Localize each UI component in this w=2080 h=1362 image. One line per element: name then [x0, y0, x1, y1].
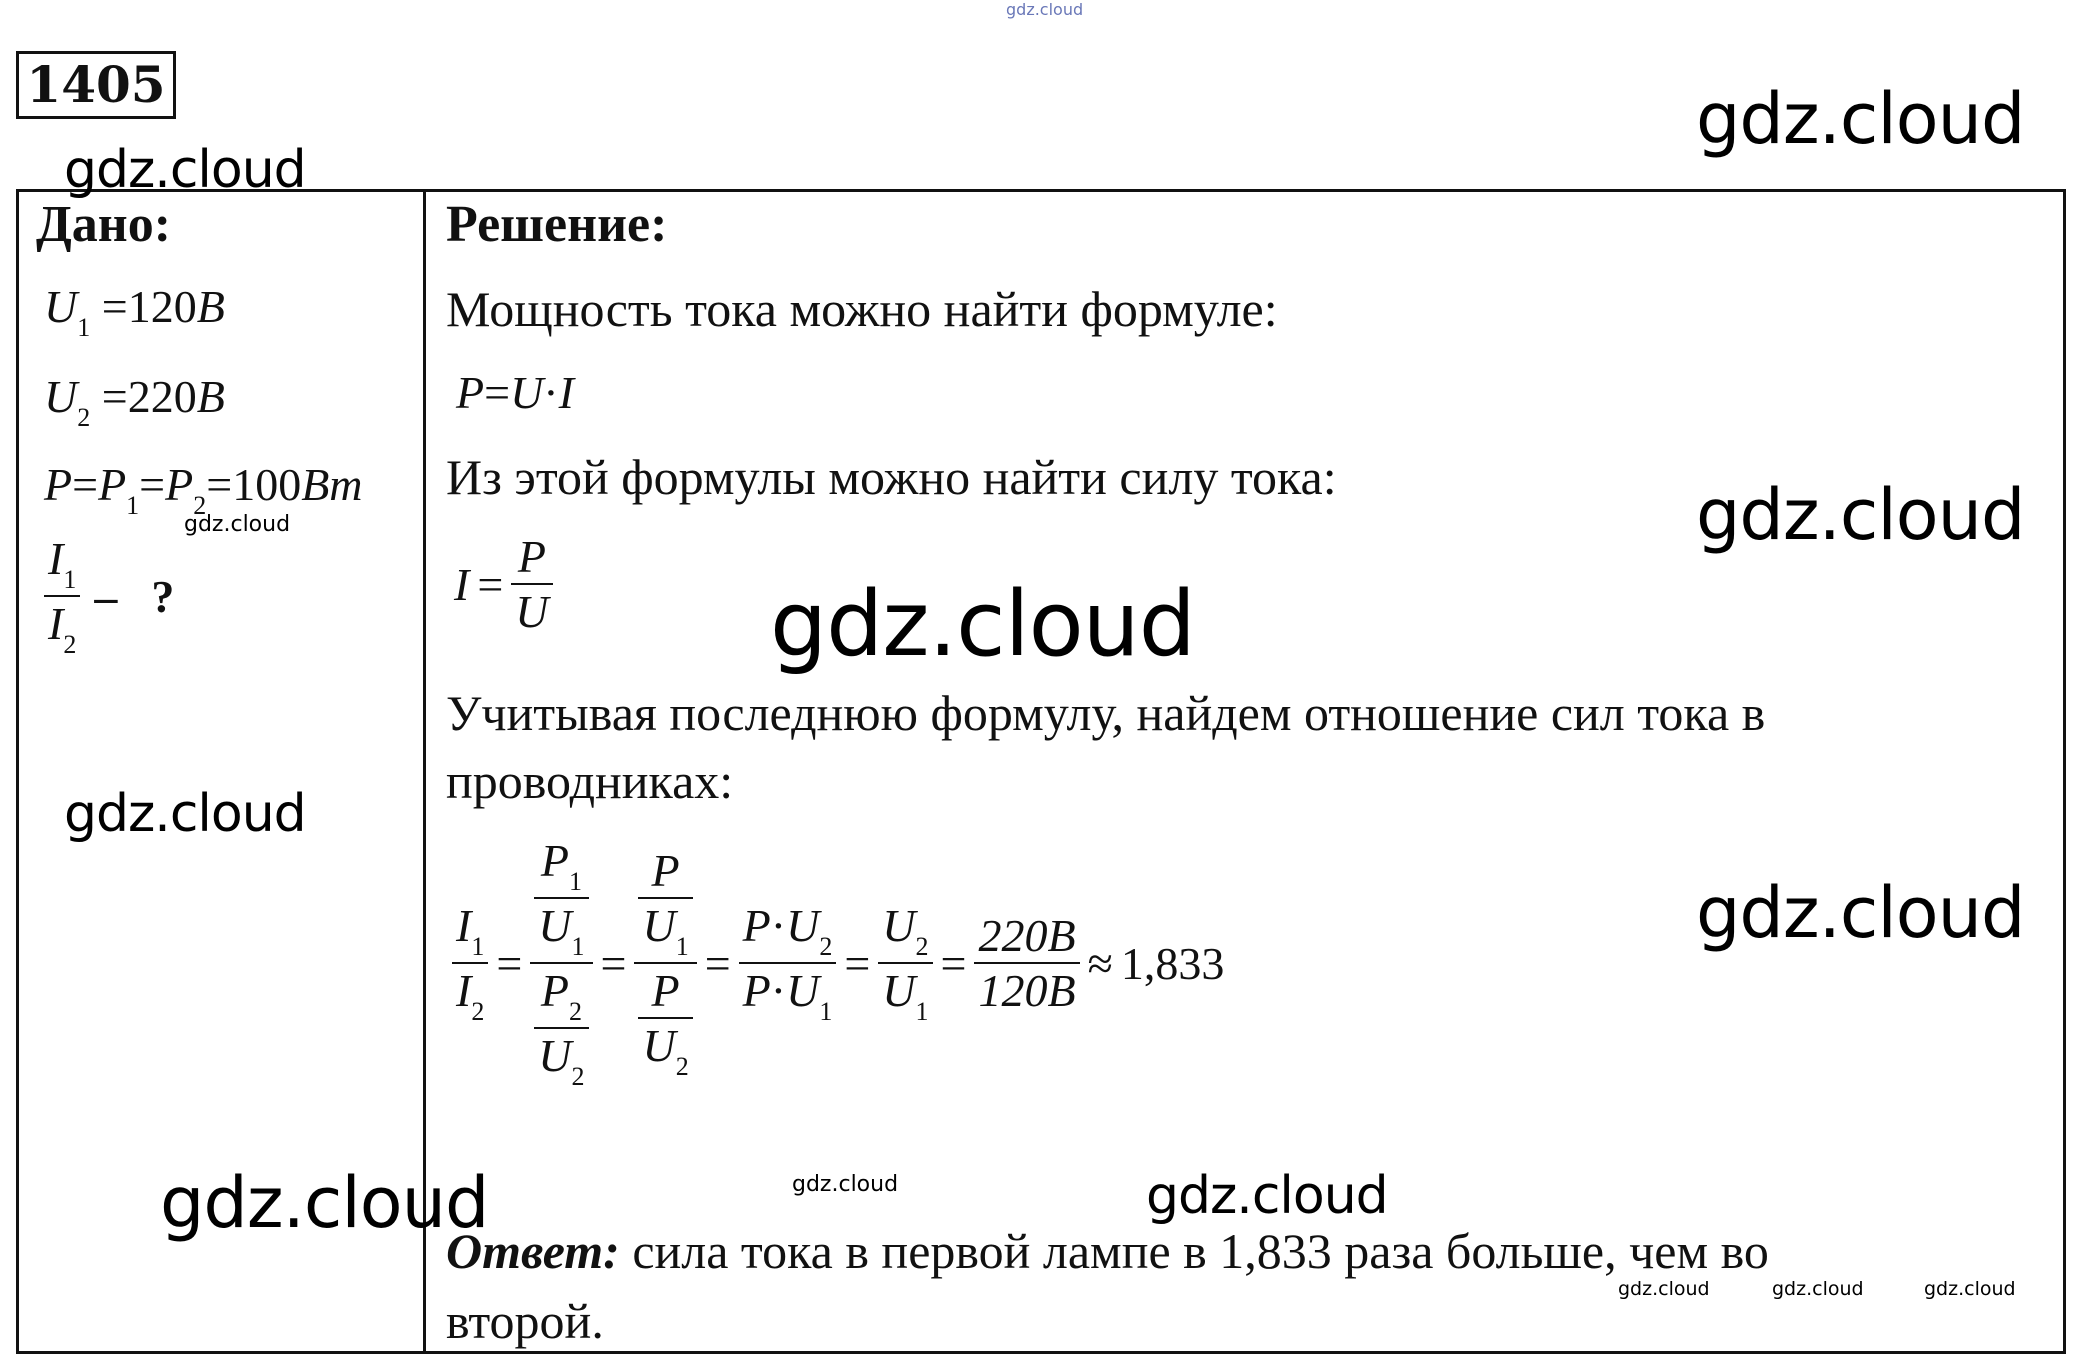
- solution-header: Решение:: [446, 196, 668, 253]
- given-u1: $U_1 =120B$: [44, 281, 225, 342]
- watermark: gdz.cloud: [1618, 1278, 1710, 1300]
- solution-line-3a: Учитывая последнюю формулу, найдем отношение сил тока в: [446, 685, 1766, 741]
- solution-line-2: Из этой формулы можно найти силу тока:: [446, 449, 1337, 505]
- given-header: Дано:: [36, 196, 172, 253]
- formula-ratio: $\frac{I_1}{I_2}$ = $\frac{\frac{P_1}{U_1}}{\frac{P_2}{U_2}}$ = $\frac{\frac{P}{U_1}}{\frac{P}{U_2}}$ = $\frac{P\cdot U_2}{P\cdot U_1}$ = $\frac{U_2}{U_1}$ = $\frac{220B}{120B}$ ≈ 1,833: [452, 834, 1224, 1092]
- answer-text: сила тока в первой лампе в 1,833 раза больше, чем во: [632, 1223, 1769, 1279]
- watermark: gdz.cloud: [1696, 78, 2025, 160]
- watermark: gdz.cloud: [770, 572, 1195, 677]
- given-find: $\frac{I_1}{I_2}$ – ?: [44, 532, 174, 660]
- watermark: gdz.cloud: [160, 1162, 489, 1244]
- answer-line-2: второй.: [446, 1293, 604, 1349]
- solution-line-3b: проводниках:: [446, 753, 734, 809]
- answer-line-1: [446, 1222, 1769, 1280]
- given-power: $P=P_1=P_2=100Bm$: [44, 459, 363, 520]
- problem-number: 1405: [16, 51, 176, 119]
- watermark: gdz.cloud: [64, 140, 306, 200]
- watermark: gdz.cloud: [64, 784, 306, 844]
- watermark-top: gdz.cloud: [1006, 0, 1084, 19]
- solution-line-1: Мощность тока можно найти формуле:: [446, 281, 1278, 337]
- watermark: gdz.cloud: [1924, 1278, 2016, 1300]
- watermark: gdz.cloud: [184, 512, 291, 537]
- watermark: gdz.cloud: [1772, 1278, 1864, 1300]
- formula-power: P=U·I: [456, 367, 574, 418]
- formula-current: I = $\frac{P}{U}$: [454, 530, 553, 638]
- watermark: gdz.cloud: [1696, 474, 2025, 556]
- answer-label: Ответ:: [446, 1223, 620, 1279]
- watermark: gdz.cloud: [792, 1172, 899, 1197]
- given-u2: $U_2 =220B$: [44, 371, 225, 432]
- watermark: gdz.cloud: [1146, 1166, 1388, 1226]
- watermark: gdz.cloud: [1696, 872, 2025, 954]
